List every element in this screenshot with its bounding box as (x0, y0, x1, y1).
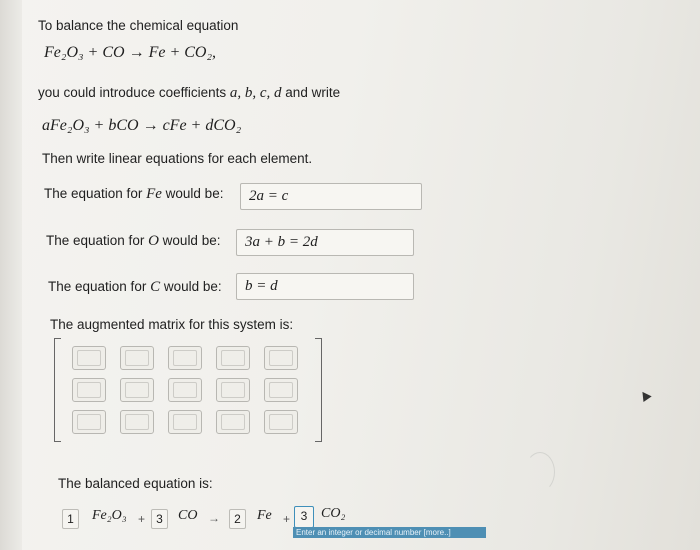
coefficients-text (38, 85, 340, 102)
matrix-cell-input[interactable] (216, 378, 250, 402)
intro-text: To balance the chemical equation (38, 18, 239, 33)
plain-equation: Fe₂O₃ + CO → Fe + CO₂, (44, 44, 217, 61)
matrix-right-bracket (315, 338, 322, 442)
linear-equations-intro: Then write linear equations for each element. (42, 151, 313, 166)
fe-equation-input[interactable]: 2a = c (240, 183, 422, 210)
balanced-label: The balanced equation is: (58, 476, 213, 491)
coefficients-text-after: and write (281, 85, 341, 100)
coefficient-input-4[interactable]: 3 (294, 506, 314, 528)
cursor-arrow-icon (638, 389, 651, 402)
o-equation-input[interactable]: 3a + b = 2d (236, 229, 414, 256)
c-label-pre: The equation for (48, 279, 151, 294)
matrix-cell-input[interactable] (168, 378, 202, 402)
matrix-cell-input[interactable] (264, 378, 298, 402)
fe-element: Fe (146, 186, 162, 202)
o-element: O (148, 233, 159, 249)
species-co2: CO₂ (321, 506, 346, 521)
matrix-cell-input[interactable] (120, 378, 154, 402)
screen-glare (525, 452, 555, 492)
page-edge (0, 0, 22, 550)
c-element: C (150, 279, 161, 295)
fe-equation-label (44, 186, 223, 203)
plus-sign-2: + (283, 512, 291, 526)
matrix-cell-input[interactable] (120, 346, 154, 370)
matrix-cell-input[interactable] (120, 410, 154, 434)
plus-sign-1: + (138, 512, 146, 526)
augmented-matrix (54, 338, 322, 442)
matrix-cell-input[interactable] (168, 410, 202, 434)
fe-label-pre: The equation for (44, 186, 147, 201)
c-label-post: would be: (160, 279, 222, 294)
matrix-label: The augmented matrix for this system is: (50, 317, 294, 332)
matrix-cell-input[interactable] (72, 410, 106, 434)
matrix-left-bracket (54, 338, 61, 442)
species-fe: Fe (257, 508, 272, 523)
matrix-cell-input[interactable] (264, 410, 298, 434)
matrix-cell-input[interactable] (264, 346, 298, 370)
matrix-cell-input[interactable] (216, 346, 250, 370)
coefficient-equation: aFe₂O₃ + bCO → cFe + dCO₂ (42, 117, 242, 134)
matrix-cell-input[interactable] (72, 346, 106, 370)
matrix-cell-input[interactable] (168, 346, 202, 370)
reaction-arrow: → (208, 511, 220, 525)
o-equation-label (46, 233, 220, 250)
fe-label-post: would be: (161, 186, 224, 201)
o-label-post: would be: (158, 233, 221, 248)
matrix-cell-input[interactable] (216, 410, 250, 434)
c-equation-input[interactable]: b = d (236, 273, 414, 300)
input-hint-tooltip: Enter an integer or decimal number [more..] (293, 527, 486, 538)
coefficients-text-before: you could introduce coefficients (38, 85, 230, 100)
species-fe2o3: Fe₂O₃ (92, 508, 127, 523)
coefficient-input-2[interactable]: 3 (151, 509, 168, 529)
coefficient-input-1[interactable]: 1 (62, 509, 79, 529)
matrix-cell-input[interactable] (72, 378, 106, 402)
coefficient-variables: a, b, c, d (229, 85, 282, 101)
species-co: CO (178, 508, 198, 523)
coefficient-input-3[interactable]: 2 (229, 509, 246, 529)
o-label-pre: The equation for (46, 233, 149, 248)
c-equation-label (48, 279, 222, 296)
